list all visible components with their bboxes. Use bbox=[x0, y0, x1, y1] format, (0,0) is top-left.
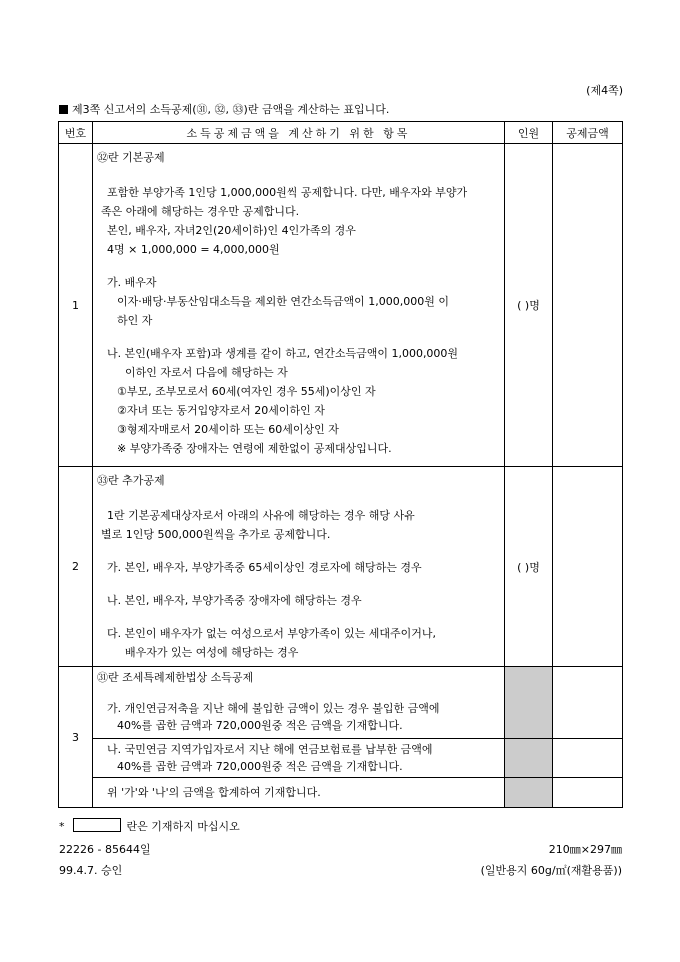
table-row bbox=[59, 667, 623, 739]
form-code: 22226 - 85644일 bbox=[59, 843, 151, 856]
item-title: 나. 본인(배우자 포함)과 생계를 같이 하고, 연간소득금액이 1,000,000원 bbox=[107, 347, 459, 360]
footnote bbox=[59, 818, 240, 834]
text-line: 이하인 자로서 다음에 해당하는 자 bbox=[125, 366, 288, 379]
header-number: 번호 bbox=[59, 122, 93, 144]
square-bullet-icon bbox=[59, 105, 68, 114]
header-count: 인원 bbox=[505, 122, 553, 144]
text-line: ①부모, 조부모로서 60세(여자인 경우 55세)이상인 자 bbox=[117, 385, 376, 398]
blank-box-icon bbox=[73, 818, 121, 832]
tax-special-deduction-cell bbox=[93, 667, 505, 739]
item-title: 가. 배우자 bbox=[107, 276, 157, 289]
amount-cell bbox=[553, 739, 623, 778]
footnote-text: 란은 기재하지 마십시오 bbox=[126, 820, 240, 833]
amount-cell bbox=[553, 778, 623, 808]
basic-deduction-cell bbox=[93, 144, 505, 467]
text-line: 나. 본인, 배우자, 부양가족중 장애자에 해당하는 경우 bbox=[107, 594, 362, 607]
section-title: ㉛란 조세특례제한법상 소득공제 bbox=[97, 671, 254, 684]
text-line: 나. 국민연금 지역가입자로서 지난 해에 연금보험료를 납부한 금액에 bbox=[107, 743, 433, 756]
text-line: 하인 자 bbox=[117, 314, 153, 327]
text-line: 족은 아래에 해당하는 경우만 공제합니다. bbox=[101, 205, 300, 218]
text-line: ※ 부양가족중 장애자는 연령에 제한없이 공제대상입니다. bbox=[117, 442, 392, 455]
deduction-table bbox=[58, 121, 623, 808]
text-line: 가. 개인연금저축을 지난 해에 불입한 금액이 있는 경우 불입한 금액에 bbox=[107, 702, 440, 715]
text-line: 1란 기본공제대상자로서 아래의 사유에 해당하는 경우 해당 사유 bbox=[107, 509, 415, 522]
heading-text: 제3쪽 신고서의 소득공제(㉛, ㉜, ㉝)란 금액을 계산하는 표입니다. bbox=[72, 103, 390, 116]
text-line: 40%를 곱한 금액과 720,000원중 적은 금액을 기재합니다. bbox=[117, 760, 403, 773]
text-line: 다. 본인이 배우자가 없는 여성으로서 부양가족이 있는 세대주이거나, bbox=[107, 627, 436, 640]
text-line: 40%를 곱한 금액과 720,000원중 적은 금액을 기재합니다. bbox=[117, 719, 403, 732]
text-line: 위 '가'와 '나'의 금액을 합계하여 기재합니다. bbox=[107, 786, 321, 799]
shaded-cell bbox=[505, 739, 553, 778]
table-header-row bbox=[59, 122, 623, 144]
count-cell: ( )명 bbox=[505, 144, 553, 467]
shaded-cell bbox=[505, 778, 553, 808]
page-heading bbox=[59, 101, 389, 117]
additional-deduction-cell bbox=[93, 467, 505, 667]
table-row bbox=[59, 467, 623, 667]
header-items: 소득공제금액을 계산하기 위한 항목 bbox=[93, 122, 505, 144]
row-number: 3 bbox=[59, 667, 93, 808]
shaded-cell bbox=[505, 667, 553, 739]
table-row bbox=[59, 778, 623, 808]
count-cell: ( )명 bbox=[505, 467, 553, 667]
paper-type: (일반용지 60g/㎡(재활용품)) bbox=[480, 864, 622, 877]
text-line: 배우자가 있는 여성에 해당하는 경우 bbox=[125, 646, 299, 659]
text-line: 가. 본인, 배우자, 부양가족중 65세이상인 경로자에 해당하는 경우 bbox=[107, 561, 422, 574]
text-line: 본인, 배우자, 자녀2인(20세이하)인 4인가족의 경우 bbox=[107, 224, 356, 237]
text-line: 4명 × 1,000,000 = 4,000,000원 bbox=[107, 243, 280, 256]
table-row bbox=[59, 144, 623, 467]
amount-cell bbox=[553, 667, 623, 739]
pension-cell bbox=[93, 739, 505, 778]
table-row bbox=[59, 739, 623, 778]
footnote-star: * bbox=[59, 820, 65, 833]
amount-cell bbox=[553, 144, 623, 467]
text-line: 포함한 부양가족 1인당 1,000,000원씩 공제합니다. 다만, 배우자와 부양가 bbox=[107, 186, 468, 199]
amount-cell bbox=[553, 467, 623, 667]
paper-size: 210㎜×297㎜ bbox=[548, 843, 622, 856]
sum-cell bbox=[93, 778, 505, 808]
text-line: ②자녀 또는 동거입양자로서 20세이하인 자 bbox=[117, 404, 325, 417]
page-number: (제4쪽) bbox=[586, 84, 623, 97]
section-title: ㉜란 기본공제 bbox=[97, 151, 165, 164]
text-line: ③형제자매로서 20세이하 또는 60세이상인 자 bbox=[117, 423, 339, 436]
row-number: 1 bbox=[59, 144, 93, 467]
approval-date: 99.4.7. 승인 bbox=[59, 864, 123, 877]
text-line: 별로 1인당 500,000원씩을 추가로 공제합니다. bbox=[101, 528, 331, 541]
text-line: 이자·배당·부동산임대소득을 제외한 연간소득금액이 1,000,000원 이 bbox=[117, 295, 449, 308]
header-amount: 공제금액 bbox=[553, 122, 623, 144]
row-number: 2 bbox=[59, 467, 93, 667]
section-title: ㉝란 추가공제 bbox=[97, 474, 165, 487]
